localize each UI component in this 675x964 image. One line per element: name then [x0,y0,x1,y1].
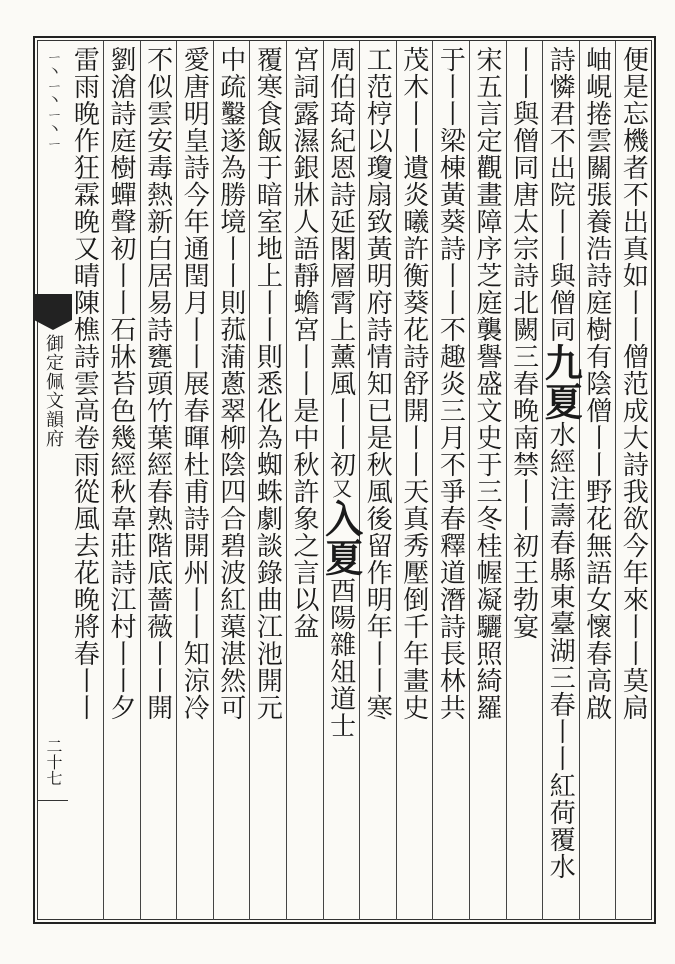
text-segment: 丨丨與僧同 [508,46,539,181]
text-segment: 茂木丨丨遺炎曦許衡葵花詩舒開丨丨天真秀壓倒千年畫史 [398,46,429,721]
margin-page-number: 二十七 [44,738,63,786]
margin-tick [38,800,68,801]
text-column [250,46,284,916]
text-column [318,46,364,916]
text-segment: 又 [328,478,353,499]
text-segment: 中疏鑿遂為勝境丨丨則菰蒲蔥翠柳陰四合碧波紅蕖湛然可 [215,46,246,721]
text-segment: 愛唐明皇詩今年通閏月丨丨展春暉杜甫詩開州丨丨知涼冷 [179,46,210,721]
text-segment: 雷雨晚作狂霖晚又晴陳樵詩雲高卷雨從風去花晚將春丨丨 [69,46,100,721]
text-segment: 不似雲安毒熱新白居易詩甕頭竹葉經春熟階底薔薇丨丨開 [142,46,173,721]
column-rule [359,41,360,920]
text-column [360,46,394,916]
text-column [214,46,248,916]
text-segment: 水經注壽春縣東臺湖三春丨丨紅荷覆水 [545,421,576,880]
text-segment: 劉滄詩庭樹蟬聲初丨丨石牀苔色幾經秋韋莊詩江村丨丨夕 [106,46,136,721]
column-rule [542,41,543,920]
column-rule [469,41,470,920]
text-column [287,46,321,916]
column-rule [249,41,250,920]
text-segment: 酉陽雜俎道士 [325,577,356,739]
text-segment: 覆寒食飯于暗室地上丨丨則悉化為蜘蛛劇談錄曲江池開元 [252,46,283,721]
column-rule [103,41,104,920]
text-segment: 便是忘機者不出真如丨丨僧范成大詩我欲今年來丨丨莫扃 [618,46,649,721]
entry-heading: 入夏 [318,499,364,577]
margin-top-marks: ㄧ丶ㄧ丶ㄧ丶ㄧ [44,50,63,150]
column-rule [213,41,214,920]
fishtail-mark-icon [34,294,72,330]
text-column [507,46,541,916]
column-rule [396,41,397,920]
text-column [141,46,175,916]
text-segment: 周伯琦紀恩詩延閣層霄上薰風丨丨初 [325,46,356,478]
text-column [67,46,101,916]
entry-heading: 九夏 [538,343,584,421]
column-rule [579,41,580,920]
text-segment: 于丨丨梁棟黃葵詩丨丨不趣炎三月不爭春釋道潛詩長林共 [435,46,466,721]
text-segment: 宮詞露濕銀牀人語靜蟾宮丨丨是中秋 [289,46,319,478]
text-segment: 詩憐君不出院丨丨與僧同 [545,46,576,343]
column-rule [286,41,287,920]
column-rule [506,41,507,920]
text-column [177,46,211,916]
column-rule [432,41,433,920]
column-rule [176,41,177,920]
text-segment: 唐太宗詩北闕三春晚南禁丨丨初王勃宴 [508,181,539,640]
text-column [470,46,504,916]
text-segment: 岫峴捲雲關張養浩詩庭樹有陰僧丨丨野花無語女懷春高啟 [581,46,612,721]
text-segment: 工范梈以瓊扇致黃明府詩情知已是秋風後留作明年丨丨寒 [362,46,393,721]
column-rule [323,41,324,920]
text-column [616,46,650,916]
text-segment: 許象之言以盆 [289,478,319,640]
text-column [397,46,431,916]
column-rule [140,41,141,920]
column-rule [615,41,616,920]
text-column [104,46,138,916]
text-column [538,46,584,916]
text-column [580,46,614,916]
margin-book-title: 御定佩文韻府 [43,334,64,448]
text-column [433,46,467,916]
text-segment: 宋五言定觀畫障序芝庭襲譽盛文史于三冬桂幄凝驪照綺羅 [472,46,502,721]
